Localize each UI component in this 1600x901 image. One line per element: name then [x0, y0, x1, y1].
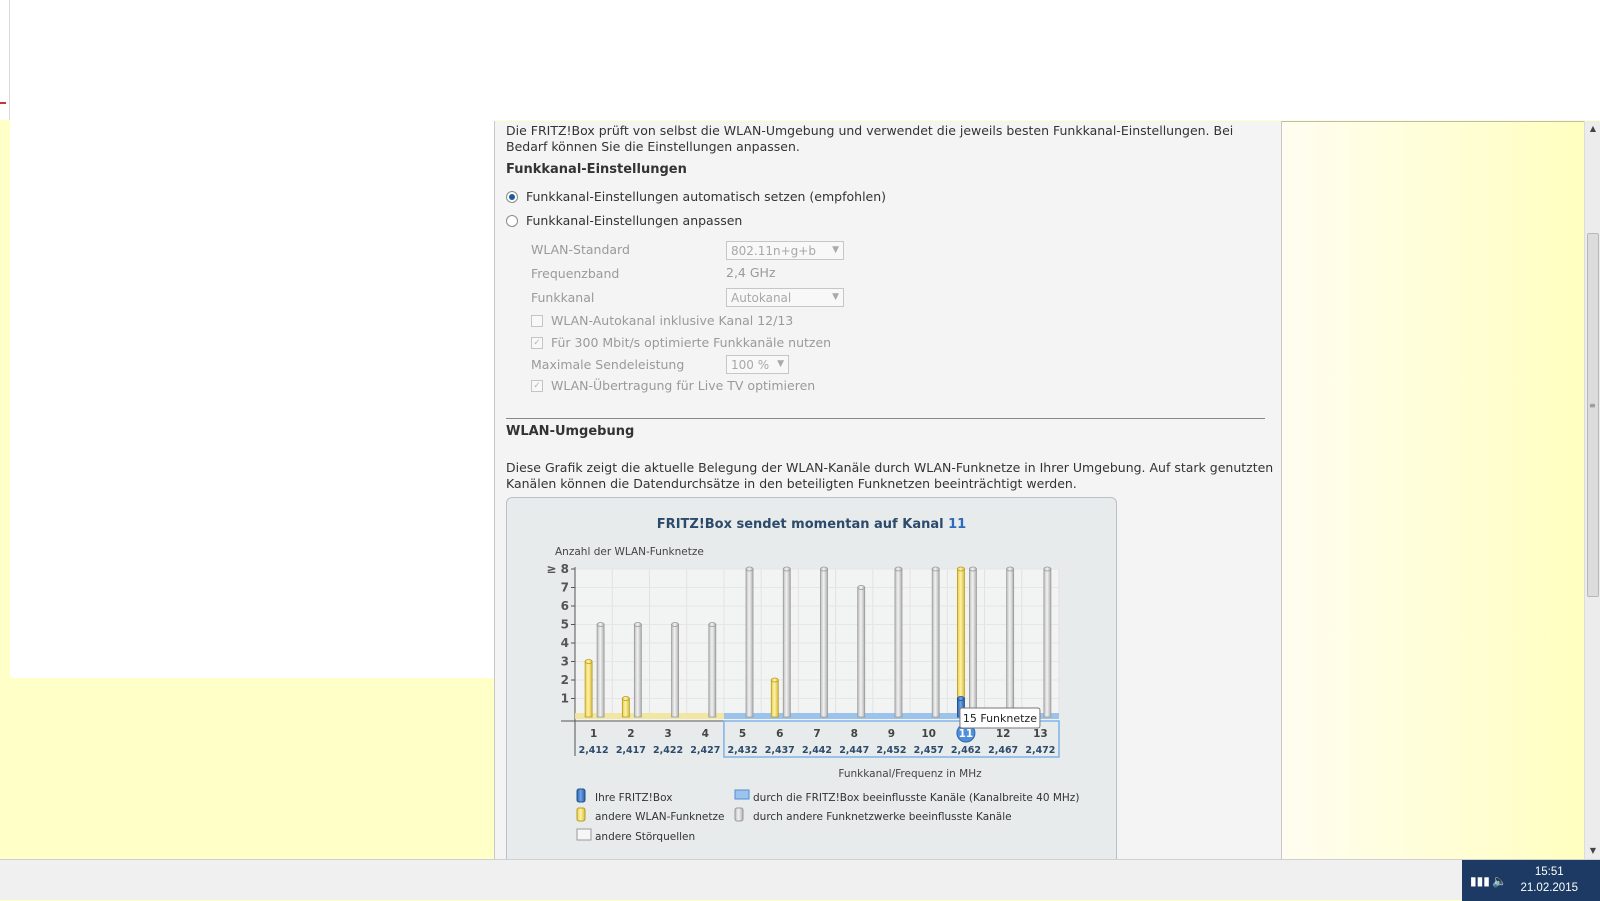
affected-bar-cap [709, 623, 716, 627]
affected-bar [783, 569, 790, 717]
legend-label-own: Ihre FRITZ!Box [595, 792, 673, 804]
channel-select[interactable] [726, 288, 844, 307]
chevron-down-icon: ▼ [832, 292, 839, 302]
affected-bar-cap [895, 567, 902, 571]
frequency-tick-label: 2,427 [690, 745, 721, 756]
wlan-chart [507, 498, 1116, 859]
legend-blue-cylinder-icon [577, 789, 585, 802]
x-axis-label: Funkkanal/Frequenz in MHz [838, 768, 982, 780]
affected-bar-cap [821, 567, 828, 571]
wlan-standard-label: WLAN-Standard [531, 242, 630, 257]
affected-bar [709, 625, 716, 718]
chevron-down-icon: ▼ [777, 359, 784, 369]
network-signal-icon[interactable]: ▮▮▮ [1470, 874, 1490, 888]
clock-date: 21.02.2015 [1520, 882, 1578, 894]
channel-label: Funkkanal [531, 290, 595, 305]
chevron-down-icon: ▼ [832, 245, 839, 255]
frequency-tick-label: 2,442 [801, 745, 833, 756]
channel-tick-label: 10 [921, 728, 937, 740]
opt-300-label: Für 300 Mbit/s optimierte Funkkanäle nutzen [551, 335, 832, 350]
settings-heading: Funkkanal-Einstellungen [506, 162, 687, 177]
left-window-edge [0, 0, 10, 120]
other-network-bar [957, 569, 964, 717]
scrollbar-grip-icon: ≡ [1589, 401, 1596, 410]
scroll-up-arrow-icon[interactable]: ▲ [1589, 124, 1597, 133]
radio-custom[interactable] [506, 215, 518, 227]
other-network-bar [771, 680, 778, 717]
frequency-tick-label: 2,412 [578, 745, 609, 756]
affected-bar [932, 569, 939, 717]
channel-tick-label: 1 [589, 728, 598, 740]
affected-bar [597, 625, 604, 718]
y-tick-label: 6 [560, 599, 569, 613]
power-label: Maximale Sendeleistung [531, 357, 685, 372]
affected-bar-cap [969, 567, 976, 571]
wlan-chart-box [506, 497, 1117, 859]
other-network-bar [585, 662, 592, 718]
legend-empty-box-icon [577, 829, 591, 840]
legend-gray-cylinder-icon [735, 808, 743, 821]
y-tick-label: 4 [560, 636, 569, 650]
clock[interactable] [1520, 864, 1578, 896]
frequency-band-label: Frequenzband [531, 266, 620, 281]
other-network-bar-cap [622, 697, 629, 701]
channel-tick-label: 8 [850, 728, 858, 740]
legend-label-affected-other: durch andere Funknetzwerke beeinflusste Kanäle [753, 811, 1012, 823]
affected-bar [895, 569, 902, 717]
frequency-tick-label: 2,437 [764, 745, 795, 756]
clock-time: 15:51 [1534, 866, 1564, 878]
affected-bar-cap [932, 567, 939, 571]
live-tv-checkbox[interactable]: ✓ [531, 380, 543, 392]
affected-bar [969, 569, 976, 717]
affected-bar [672, 625, 679, 718]
radio-custom-label: Funkkanal-Einstellungen anpassen [526, 213, 743, 228]
environment-heading: WLAN-Umgebung [506, 424, 635, 439]
channel-tick-label: 11 [958, 728, 974, 740]
affected-bar [634, 625, 641, 718]
section-divider [506, 418, 1265, 419]
channel-tick-label: 13 [1033, 728, 1048, 740]
speaker-icon[interactable]: 🔈 [1492, 874, 1507, 888]
scrollbar-thumb[interactable] [1587, 233, 1599, 597]
frequency-tick-label: 2,432 [727, 745, 758, 756]
radio-custom-row[interactable] [506, 213, 742, 228]
affected-bar [746, 569, 753, 717]
affected-bar-cap [746, 567, 753, 571]
edge-marker [0, 102, 6, 104]
wlan-standard-select[interactable] [726, 241, 844, 260]
opt-300-row[interactable] [531, 335, 831, 350]
affected-bar-cap [1044, 567, 1051, 571]
radio-auto[interactable] [506, 191, 518, 203]
frequency-tick-label: 2,417 [615, 745, 646, 756]
y-tick-label: 3 [560, 654, 569, 669]
affected-bar-cap [858, 586, 865, 590]
system-tray [1462, 860, 1600, 901]
fritzbox-bar-cap [957, 697, 964, 701]
legend-yellow-cylinder-icon [577, 808, 585, 821]
channel-tick-label: 4 [701, 728, 709, 740]
affected-bar-cap [1007, 567, 1014, 571]
scroll-down-arrow-icon[interactable]: ▼ [1589, 846, 1597, 855]
affected-bar [1044, 569, 1051, 717]
frequency-band-value: 2,4 GHz [726, 265, 776, 280]
radio-auto-label: Funkkanal-Einstellungen automatisch setzen (empfohlen) [526, 189, 887, 204]
legend-blue-band-icon [735, 790, 749, 799]
vertical-scrollbar[interactable] [1584, 121, 1600, 859]
affected-bar [821, 569, 828, 717]
frequency-tick-label: 2,457 [913, 745, 944, 756]
intro-text: Die FRITZ!Box prüft von selbst die WLAN-Umgebung und verwendet die jeweils besten Funkkanal-Einstellungen. Bei Bedarf können Sie die Einstellungen anpassen. [506, 123, 1234, 154]
frequency-tick-label: 2,452 [876, 745, 907, 756]
autokanal-12-13-checkbox[interactable] [531, 315, 543, 327]
plot-area [575, 569, 1059, 722]
channel-tick-label: 7 [813, 728, 821, 740]
channel-tick-label: 3 [664, 728, 672, 740]
power-value: 100 % [731, 358, 770, 372]
legend-label-other: andere WLAN-Funknetze [595, 811, 725, 823]
y-tick-label: 7 [560, 580, 569, 595]
channel-tick-label: 12 [995, 728, 1011, 740]
opt-300-checkbox[interactable]: ✓ [531, 337, 543, 349]
chart-title-text: FRITZ!Box sendet momentan auf Kanal [656, 517, 944, 532]
channel-tick-label: 5 [738, 728, 747, 740]
legend-label-interference: andere Störquellen [595, 831, 696, 843]
y-axis-label: Anzahl der WLAN-Funknetze [555, 546, 704, 558]
browser-top-area [0, 0, 1600, 120]
affected-bar-cap [597, 623, 604, 627]
other-network-bar [622, 699, 629, 718]
legend-label-affected-fritz: durch die FRITZ!Box beeinflusste Kanäle (Kanalbreite 40 MHz) [753, 792, 1080, 804]
radio-auto-row[interactable] [506, 189, 886, 204]
y-tick-label: ≥ 8 [546, 562, 569, 576]
taskbar [0, 859, 1600, 900]
frequency-tick-label: 2,462 [950, 745, 981, 756]
frequency-tick-label: 2,447 [839, 745, 870, 756]
channel-tick-label: 2 [627, 728, 635, 740]
channel-tick-label: 6 [776, 728, 784, 740]
affected-bar-cap [634, 623, 641, 627]
live-tv-row[interactable] [531, 378, 815, 393]
power-select[interactable] [726, 355, 789, 374]
chart-title-channel: 11 [948, 517, 967, 532]
content-panel [494, 121, 1282, 859]
y-tick-label: 1 [560, 691, 569, 706]
frequency-tick-label: 2,472 [1025, 745, 1056, 756]
channel-tick-label: 9 [887, 728, 896, 740]
other-network-bar-cap [585, 660, 592, 664]
autokanal-12-13-row[interactable] [531, 313, 793, 328]
live-tv-label: WLAN-Übertragung für Live TV optimieren [551, 378, 816, 393]
other-network-bar-cap [957, 567, 964, 571]
affected-bar-cap [672, 623, 679, 627]
affected-bar [1007, 569, 1014, 717]
page-background-right [1282, 122, 1584, 859]
affected-bar [858, 588, 865, 718]
frequency-tick-label: 2,467 [988, 745, 1019, 756]
frequency-tick-label: 2,422 [653, 745, 684, 756]
y-tick-label: 5 [560, 617, 569, 632]
blank-left-area [10, 120, 494, 678]
y-tick-label: 2 [560, 673, 569, 687]
channel-value: Autokanal [731, 291, 792, 305]
wlan-standard-value: 802.11n+g+b [731, 244, 816, 258]
tooltip-text: 15 Funknetze [962, 712, 1037, 725]
environment-text: Diese Grafik zeigt die aktuelle Belegung der WLAN-Kanäle durch WLAN-Funknetze in Ihrer Umgebung. Auf stark genutzten Kanälen können die Datendurchsätze in den beteiligten Funknetzen beeinträchtigt werden. [506, 460, 1274, 491]
autokanal-12-13-label: WLAN-Autokanal inklusive Kanal 12/13 [551, 313, 794, 328]
affected-bar-cap [783, 567, 790, 571]
other-network-bar-cap [771, 678, 778, 682]
